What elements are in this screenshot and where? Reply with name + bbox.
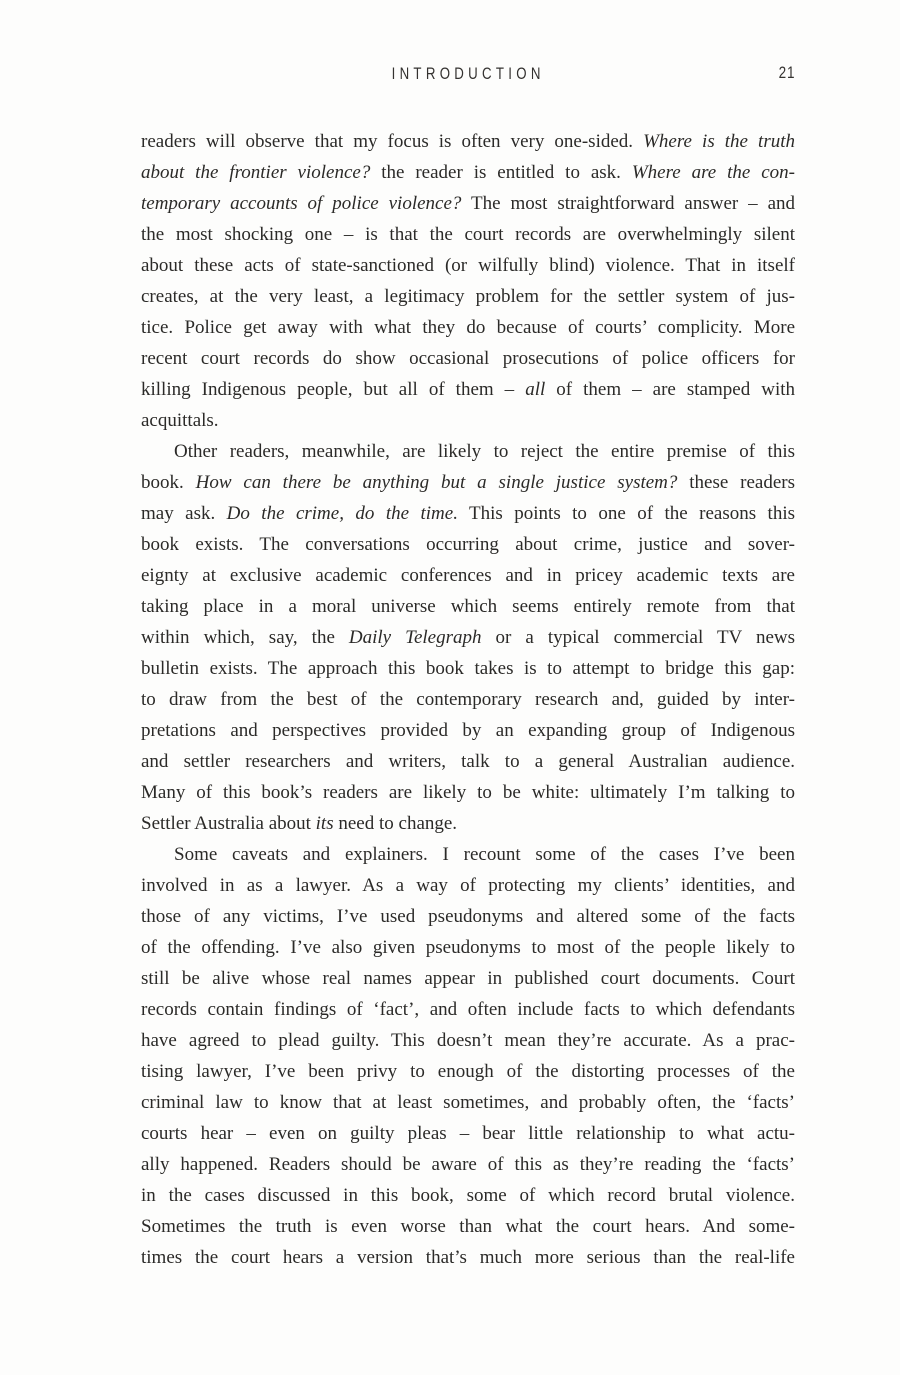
text-segment: Other readers, meanwhile, are likely to reject the entire premise of this bbox=[174, 441, 795, 462]
text-line bbox=[141, 839, 795, 870]
text-line bbox=[141, 1118, 795, 1149]
text-segment: acquittals. bbox=[141, 410, 219, 431]
text-line bbox=[141, 1087, 795, 1118]
text-segment: in the cases discussed in this book, some of which record brutal violence. bbox=[141, 1185, 795, 1206]
text-segment: taking place in a moral universe which seems entirely remote from that bbox=[141, 596, 795, 617]
text-segment: or a typical commercial TV news bbox=[481, 627, 796, 648]
text-line bbox=[141, 994, 795, 1025]
text-line bbox=[141, 901, 795, 932]
running-head-title-wrap bbox=[141, 64, 795, 84]
text-segment: Many of this book’s readers are likely to be white: ultimately I’m talking to bbox=[141, 782, 795, 803]
text-line bbox=[141, 467, 795, 498]
text-segment: tice. Police get away with what they do because of courts’ complicity. More bbox=[141, 317, 795, 338]
text-segment: ally happened. Readers should be aware of this as they’re reading the ‘facts’ bbox=[141, 1154, 795, 1175]
italic-text-segment: all bbox=[525, 379, 546, 400]
text-segment: creates, at the very least, a legitimacy problem for the settler system of jus- bbox=[141, 286, 795, 307]
text-line bbox=[141, 498, 795, 529]
text-line bbox=[141, 126, 795, 157]
text-segment: recent court records do show occasional prosecutions of police officers for bbox=[141, 348, 795, 369]
text-line bbox=[141, 1025, 795, 1056]
text-line bbox=[141, 653, 795, 684]
text-segment: and settler researchers and writers, talk to a general Australian audience. bbox=[141, 751, 795, 772]
paragraph bbox=[141, 839, 795, 1273]
text-line bbox=[141, 281, 795, 312]
text-segment: Some caveats and explainers. I recount some of the cases I’ve been bbox=[174, 844, 795, 865]
text-line bbox=[141, 529, 795, 560]
text-line bbox=[141, 1180, 795, 1211]
text-segment: may ask. bbox=[141, 503, 227, 524]
italic-text-segment: its bbox=[315, 813, 334, 834]
text-segment: criminal law to know that at least sometimes, and probably often, the ‘facts’ bbox=[141, 1092, 795, 1113]
italic-text-segment: How can there be anything but a single justice system? bbox=[195, 472, 678, 493]
text-line bbox=[141, 436, 795, 467]
text-segment: have agreed to plead guilty. This doesn’t mean they’re accurate. As a prac- bbox=[141, 1030, 795, 1051]
paragraph bbox=[141, 126, 795, 436]
text-segment: of them – are stamped with bbox=[545, 379, 796, 400]
italic-text-segment: Daily Telegraph bbox=[348, 627, 482, 648]
text-segment: need to change. bbox=[333, 813, 458, 834]
running-head bbox=[141, 64, 795, 88]
section-title: INTRODUCTION bbox=[391, 64, 545, 83]
text-line bbox=[141, 622, 795, 653]
italic-text-segment: about the frontier violence? bbox=[141, 162, 371, 183]
text-segment: these readers bbox=[677, 472, 796, 493]
text-line bbox=[141, 1149, 795, 1180]
text-line bbox=[141, 560, 795, 591]
italic-text-segment: Where is the truth bbox=[643, 131, 795, 152]
text-line bbox=[141, 870, 795, 901]
text-segment: pretations and perspectives provided by an expanding group of Indigenous bbox=[141, 720, 795, 741]
text-line bbox=[141, 343, 795, 374]
text-line bbox=[141, 1242, 795, 1273]
text-line bbox=[141, 250, 795, 281]
text-segment: to draw from the best of the contemporary research and, guided by inter- bbox=[141, 689, 795, 710]
text-segment: about these acts of state-sanctioned (or wilfully blind) violence. That in itself bbox=[141, 255, 795, 276]
text-line bbox=[141, 219, 795, 250]
text-segment: The most straightforward answer – and bbox=[461, 193, 795, 214]
italic-text-segment: Do the crime, do the time. bbox=[226, 503, 458, 524]
page-number: 21 bbox=[778, 64, 795, 82]
text-segment: still be alive whose real names appear in published court documents. Court bbox=[141, 968, 795, 989]
italic-text-segment: Where are the con- bbox=[631, 162, 796, 183]
text-line bbox=[141, 1056, 795, 1087]
text-segment: book exists. The conversations occurring about crime, justice and sover- bbox=[141, 534, 795, 555]
text-segment: This points to one of the reasons this bbox=[457, 503, 795, 524]
text-segment: eignty at exclusive academic conferences and in pricey academic texts are bbox=[141, 565, 795, 586]
text-segment: within which, say, the bbox=[141, 627, 349, 648]
text-segment: tising lawyer, I’ve been privy to enough of the distorting processes of the bbox=[141, 1061, 795, 1082]
text-segment: those of any victims, I’ve used pseudonyms and altered some of the facts bbox=[141, 906, 795, 927]
text-line bbox=[141, 405, 795, 436]
text-line bbox=[141, 1211, 795, 1242]
text-block bbox=[141, 126, 795, 1273]
text-line bbox=[141, 312, 795, 343]
text-segment: readers will observe that my focus is often very one-sided. bbox=[141, 131, 644, 152]
text-line bbox=[141, 188, 795, 219]
text-segment: courts hear – even on guilty pleas – bear little relationship to what actu- bbox=[141, 1123, 795, 1144]
text-line bbox=[141, 963, 795, 994]
text-segment: involved in as a lawyer. As a way of protecting my clients’ identities, and bbox=[141, 875, 795, 896]
text-segment: Sometimes the truth is even worse than what the court hears. And some- bbox=[141, 1216, 795, 1237]
text-line bbox=[141, 374, 795, 405]
text-segment: of the offending. I’ve also given pseudonyms to most of the people likely to bbox=[141, 937, 795, 958]
text-segment: the reader is entitled to ask. bbox=[370, 162, 632, 183]
text-segment: records contain findings of ‘fact’, and often include facts to which defendants bbox=[141, 999, 795, 1020]
text-line bbox=[141, 157, 795, 188]
text-line bbox=[141, 746, 795, 777]
text-segment: Settler Australia about bbox=[141, 813, 316, 834]
text-segment: killing Indigenous people, but all of them – bbox=[141, 379, 526, 400]
text-segment: times the court hears a version that’s much more serious than the real-life bbox=[141, 1247, 795, 1268]
text-segment: bulletin exists. The approach this book takes is to attempt to bridge this gap: bbox=[141, 658, 795, 679]
text-line bbox=[141, 777, 795, 808]
text-line bbox=[141, 932, 795, 963]
text-segment: book. bbox=[141, 472, 196, 493]
text-segment: the most shocking one – is that the court records are overwhelmingly silent bbox=[141, 224, 795, 245]
italic-text-segment: temporary accounts of police violence? bbox=[141, 193, 462, 214]
text-line bbox=[141, 808, 795, 839]
text-line bbox=[141, 715, 795, 746]
paragraph bbox=[141, 436, 795, 839]
text-line bbox=[141, 684, 795, 715]
text-line bbox=[141, 591, 795, 622]
